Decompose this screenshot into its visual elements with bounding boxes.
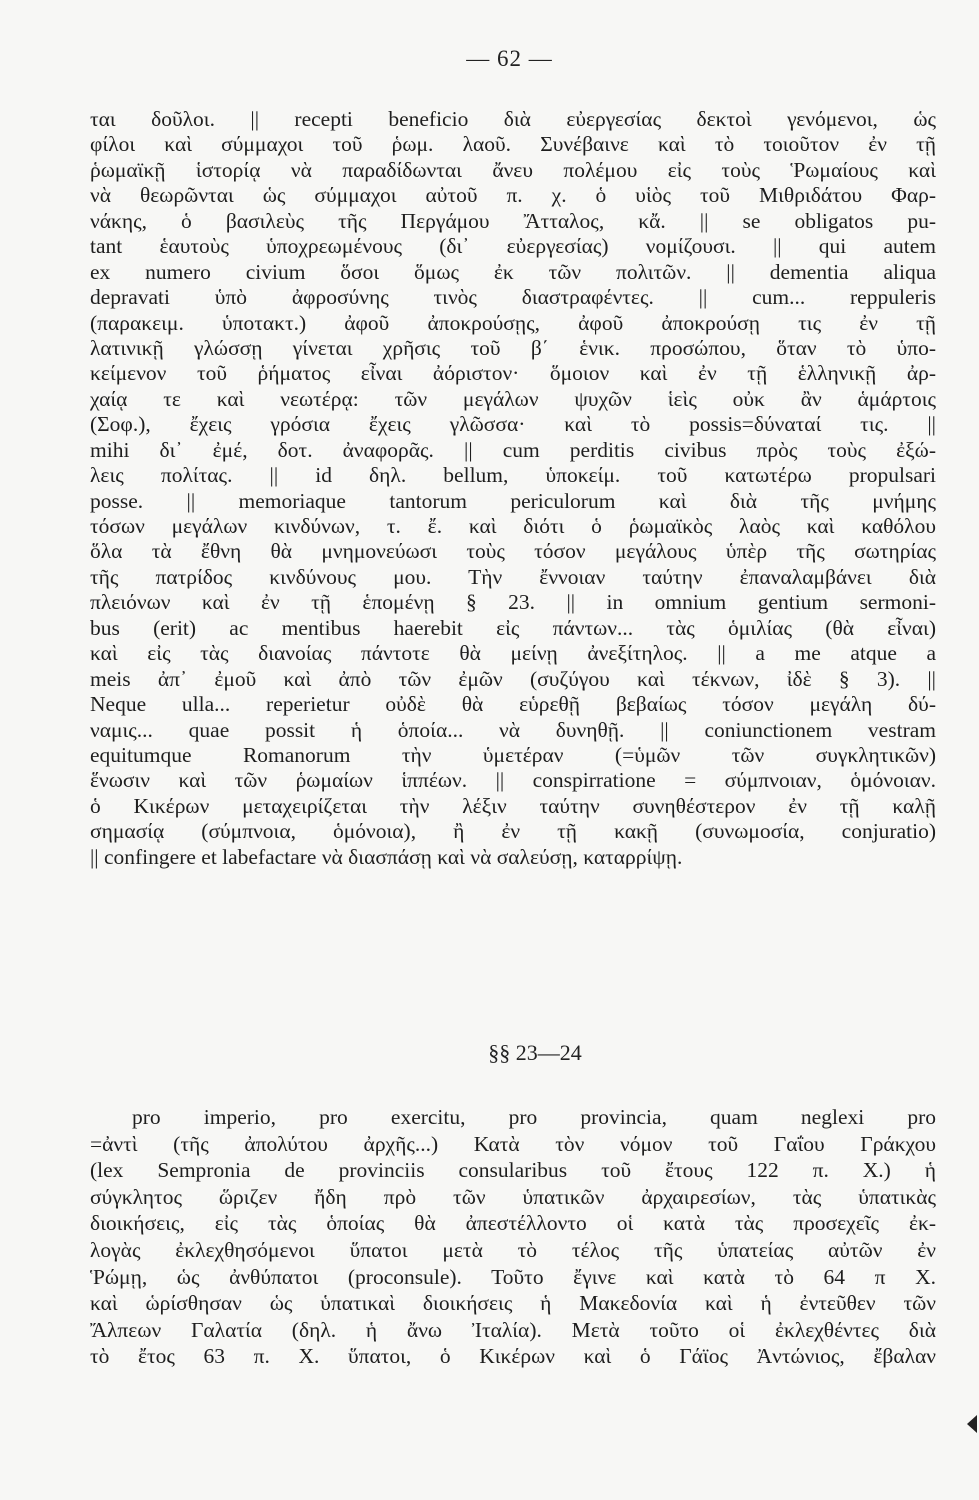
- text-line: Ῥώμῃ, ὡς ἀνθύπατοι (proconsule). Τοῦτο ἔγινε καὶ κατὰ τὸ 64 π Χ.: [90, 1264, 936, 1289]
- text-line: τόσων μεγάλων κινδύνων, τ. ἔ. καὶ διότι ὁ ῥωμαϊκὸς λαὸς καὶ καθόλου: [90, 514, 936, 538]
- text-line: depravati ὑπὸ ἀφροσύνης τινὸς διαστραφέντες. || cum... reppuleris: [90, 285, 936, 310]
- page-number: — 62 —: [466, 46, 553, 71]
- text-line: λογὰς ἐκλεχθησόμενοι ὕπατοι μετὰ τὸ τέλος τῆς ὑπατείας αὐτῶν ἐν: [90, 1237, 936, 1262]
- text-line: φίλοι καὶ σύμμαχοι τοῦ ῥωμ. λαοῦ. Συνέβαινε καὶ τὸ τοιοῦτον ἐν τῇ: [90, 132, 936, 157]
- text-line: χαίᾳ τε καὶ νεωτέρᾳ: τῶν μεγάλων ψυχῶν ἱεὶς οὐκ ἂν ἁμάρτοις: [90, 386, 936, 411]
- text-line: καὶ ὡρίσθησαν ὡς ὑπατικαὶ διοικήσεις ἡ Μακεδονία καὶ ἡ ἐντεῦθεν τῶν: [90, 1291, 936, 1316]
- text-line: mihi δι᾽ ἐμέ, δοτ. ἀναφορᾶς. || cum perditis civibus πρὸς τοὺς ἐξώ-: [90, 437, 936, 462]
- text-line: pro imperio, pro exercitu, pro provincia, quam neglexi pro: [132, 1105, 936, 1129]
- text-line: σημασίᾳ (σύμπνοια, ὁμόνοια), ἢ ἐν τῇ κακῇ (συνωμοσία, conjuratio): [90, 819, 936, 844]
- text-line: ex numero civium ὅσοι ὅμως ἐκ τῶν πολιτῶν. || dementia aliqua: [90, 259, 936, 284]
- text-line: =ἀντὶ (τῆς ἀπολύτου ἀρχῆς...) Κατὰ τὸν νόμον τοῦ Γαΐου Γράκχου: [90, 1131, 936, 1156]
- text-line: ὅλα τὰ ἔθνη θὰ μνημονεύωσι τοὺς τόσον μεγάλους ὑπὲρ τῆς σωτηρίας: [90, 539, 936, 564]
- text-line: meis ἀπ᾽ ἐμοῦ καὶ ἀπὸ τῶν ἐμῶν (συζύγου καὶ τέκνων, ἰδὲ § 3). ||: [90, 666, 936, 691]
- text-line: νάκης, ὁ βασιλεὺς τῆς Περγάμου Ἄτταλος, κἄ. || se obligatos pu-: [90, 208, 936, 233]
- text-line: πλειόνων καὶ ἐν τῇ ἑπομένῃ § 23. || in omnium gentium sermoni-: [90, 590, 936, 615]
- text-line: || confingere et labefactare νὰ διασπάσῃ καὶ νὰ σαλεύσῃ, καταρρίψῃ.: [90, 844, 683, 869]
- text-line: νὰ θεωρῶνται ὡς σύμμαχοι αὐτοῦ π. χ. ὁ υἱὸς τοῦ Μιθριδάτου Φαρ-: [90, 183, 936, 208]
- text-line: Neque ulla... reperietur οὐδὲ θὰ εὑρεθῇ βεβαίως τόσον μεγάλη δύ-: [90, 692, 936, 717]
- text-line: tant ἑαυτοὺς ὑποχρεωμένους (δι᾽ εὐεργεσίας) νομίζουσι. || qui autem: [90, 234, 936, 259]
- text-line: διοικήσεις, εἰς τὰς ὁποίας θὰ ἀπεστέλλοντο οἱ κατὰ τὰς προσεχεῖς ἐκ-: [90, 1211, 936, 1236]
- text-line: (Σοφ.), ἔχεις γρόσια ἔχεις γλῶσσα· καὶ τὸ possis=δύναταί τις. ||: [90, 412, 936, 437]
- text-line: ῥωμαϊκῇ ἱστορίᾳ νὰ παραδίδωνται ἄνευ πολέμου εἰς τοὺς Ῥωμαίους καὶ: [90, 157, 936, 182]
- commentary-paragraph: [90, 1104, 936, 1370]
- text-line: equitumque Romanorum τὴν ὑμετέραν (=ὑμῶν τῶν συγκλητικῶν): [90, 742, 936, 767]
- text-line: bus (erit) ac mentibus haerebit εἰς πάντων... τὰς ὁμιλίας (θὰ εἶναι): [90, 615, 936, 640]
- text-line: Ἄλπεων Γαλατία (δηλ. ἡ ἄνω Ἰταλία). Μετὰ τοῦτο οἱ ἐκλεχθέντες διὰ: [90, 1317, 936, 1342]
- text-line: τῆς πατρίδος κινδύνους μου. Τὴν ἔννοιαν ταύτην ἐπαναλαμβάνει διὰ: [90, 564, 936, 589]
- text-line: posse. || memoriaque tantorum periculorum καὶ διὰ τῆς μνήμης: [90, 488, 936, 513]
- text-line: σύγκλητος ὥριζεν ἤδη πρὸ τῶν ὑπατικῶν ἀρχαιρεσίων, τὰς ὑπατικὰς: [90, 1184, 936, 1209]
- text-line: καὶ εἰς τὰς διανοίας πάντοτε θὰ μείνῃ ἀνεξίτηλος. || a me atque a: [90, 641, 936, 666]
- text-line: κείμενον τοῦ ῥήματος εἶναι ἀόριστον· ὅμοιον καὶ ἐν τῇ ἑλληνικῇ ἀρ-: [90, 361, 936, 386]
- text-line: ὁ Κικέρων μεταχειρίζεται τὴν λέξιν ταύτην συνηθέστερον ἐν τῇ καλῇ: [90, 793, 936, 818]
- text-line: τὸ ἔτος 63 π. Χ. ὕπατοι, ὁ Κικέρων καὶ ὁ Γάϊος Ἀντώνιος, ἔβαλαν: [90, 1344, 936, 1369]
- section-heading: §§ 23—24: [488, 1040, 582, 1065]
- text-line: (lex Sempronia de provinciis consularibus τοῦ ἔτους 122 π. Χ.) ἡ: [90, 1158, 936, 1183]
- text-line: λατινικῇ γλώσσῃ γίνεται χρῆσις τοῦ β΄ ἑνικ. προσώπου, ὅταν τὸ ὑπο-: [90, 335, 936, 360]
- text-line: ἕνωσιν καὶ τῶν ῥωμαίων ἱππέων. || conspirratione = σύμπνοιαν, ὁμόνοιαν.: [90, 768, 936, 793]
- page-edge-mark: [967, 1415, 977, 1433]
- text-line: ται δοῦλοι. || recepti beneficio διὰ εὐεργεσίας δεκτοὶ γενόμενοι, ὡς: [90, 107, 936, 131]
- text-line: λεις πολίτας. || id δηλ. bellum, ὑποκείμ. τοῦ κατωτέρω propulsari: [90, 463, 936, 488]
- text-line: ναμις... quae possit ἡ ὁποία... νὰ δυνηθῇ. || coniunctionem vestram: [90, 717, 936, 742]
- commentary-paragraph: [90, 107, 936, 870]
- text-line: (παρακειμ. ὑποτακτ.) ἀφοῦ ἀποκρούσῃς, ἀφοῦ ἀποκρούσῃ τις ἐν τῇ: [90, 310, 936, 335]
